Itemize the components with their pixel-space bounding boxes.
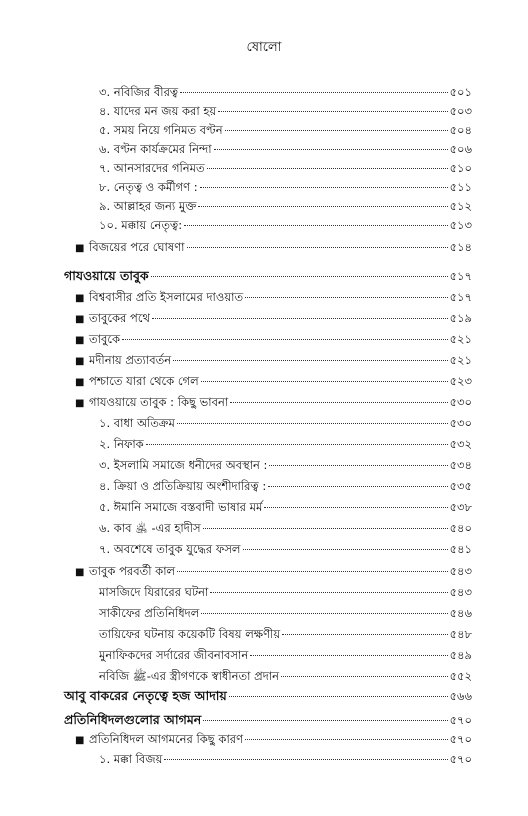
toc-entry xyxy=(99,179,472,195)
dot-leader xyxy=(203,720,447,721)
bullet-icon: ■ xyxy=(75,398,85,409)
toc-entry xyxy=(99,668,472,684)
dot-leader xyxy=(243,549,448,550)
dot-leader xyxy=(152,318,448,319)
toc-entry-label: ৪. যাদের মন জয় করা হয় xyxy=(99,104,217,118)
dot-leader xyxy=(281,676,448,677)
dot-leader xyxy=(201,613,447,614)
toc-page-number: ৫৩০ xyxy=(449,416,472,430)
toc-page-number: ৫০৬ xyxy=(449,142,472,156)
toc-entry xyxy=(99,198,472,214)
toc-page-number: ৫০৩ xyxy=(449,104,472,118)
toc-entry xyxy=(75,563,472,581)
toc-section xyxy=(64,712,472,728)
toc-page-number: ৫৩০ xyxy=(449,395,472,409)
toc-entry xyxy=(99,141,472,157)
toc-entry-label: ৮. নেতৃত্ব ও কর্মীগণ : xyxy=(99,180,198,194)
toc-entry-label: বিজয়ের পরে ঘোষণা xyxy=(89,240,185,254)
dot-leader xyxy=(282,634,448,635)
toc-entry xyxy=(99,160,472,176)
toc-page-number: ৫২১ xyxy=(449,332,472,346)
toc-section xyxy=(64,268,472,284)
toc-entry xyxy=(99,415,472,431)
toc-entry xyxy=(75,331,472,349)
toc-page-number: ৫৪০ xyxy=(449,521,472,535)
toc-entry xyxy=(99,626,472,642)
dot-leader xyxy=(207,168,448,169)
toc-page-number: ৫১৭ xyxy=(449,269,472,283)
bullet-icon: ■ xyxy=(75,356,85,367)
toc-entry xyxy=(99,541,472,557)
toc-entry xyxy=(99,647,472,663)
dot-leader xyxy=(203,528,448,529)
toc-entry xyxy=(99,499,472,515)
toc-entry-label: আবু বাকরের নেতৃত্বে হজ আদায় xyxy=(64,688,227,703)
toc-page-number: ৫৪১ xyxy=(449,542,472,556)
dot-leader xyxy=(210,592,447,593)
toc-entry xyxy=(99,751,472,767)
dot-leader xyxy=(218,111,447,112)
toc-entry xyxy=(99,217,472,233)
toc-page-number: ৫৭০ xyxy=(449,732,472,746)
toc-page-number: ৫০১ xyxy=(449,85,472,99)
dot-leader xyxy=(122,339,448,340)
toc-entry-label: প্রতিনিধিদল আগমনের কিছু কারণ xyxy=(89,732,244,746)
dot-leader xyxy=(180,92,447,93)
dot-leader xyxy=(230,402,447,403)
toc-entry-label: সাকীফের প্রতিনিধিদল xyxy=(99,606,200,620)
bullet-icon: ■ xyxy=(75,293,85,304)
toc-entry-label: প্রতিনিধিদলগুলোর আগমন xyxy=(64,712,202,727)
toc-entry xyxy=(75,239,472,257)
toc-entry-label: মুনাফিকদের সর্দারের জীবনাবসান xyxy=(99,648,249,662)
dot-leader xyxy=(245,739,447,740)
toc-page-number: ৫২১ xyxy=(449,353,472,367)
toc-entry-label: ২. নিফাক xyxy=(99,437,144,451)
toc-entry-label: ৫. সময় নিয়ে গনিমত বণ্টন xyxy=(99,123,223,137)
toc-page-number: ৫১২ xyxy=(449,199,472,213)
dot-leader xyxy=(245,297,448,298)
toc-entry-label: নবিজি ﷺ-এর স্ত্রীগণকে স্বাধীনতা প্রদান xyxy=(99,669,279,683)
bullet-icon: ■ xyxy=(75,377,85,388)
toc-entry-label: তাবুক পরবর্তী কাল xyxy=(89,564,176,578)
toc-entry xyxy=(75,373,472,391)
toc-entry-label: পশ্চাতে যারা থেকে গেল xyxy=(89,374,199,388)
dot-leader xyxy=(164,759,447,760)
toc-entry-label: ৩. নবিজির বীরত্ব xyxy=(99,85,179,99)
toc-entry-label: ১. মক্কা বিজয় xyxy=(99,752,163,766)
toc-entry-label: তাবুকে xyxy=(89,332,121,346)
dot-leader xyxy=(269,465,447,466)
toc-entry xyxy=(99,584,472,600)
toc-page-number: ৫২৩ xyxy=(449,374,472,388)
dot-leader xyxy=(250,655,447,656)
page-header: ষোলো xyxy=(246,40,282,55)
toc-entry xyxy=(75,352,472,370)
toc-entry xyxy=(99,520,472,536)
dot-leader xyxy=(264,507,447,508)
toc-entry xyxy=(75,310,472,328)
toc-page-number: ৫৪৩ xyxy=(449,564,472,578)
toc-page-number: ৫৭০ xyxy=(449,752,472,766)
bullet-icon: ■ xyxy=(75,243,85,254)
toc-page-number: ৫১৩ xyxy=(449,218,472,232)
toc-entry-label: গাযওয়ায়ে তাবুক xyxy=(64,268,149,283)
dot-leader xyxy=(225,130,448,131)
toc-page-number: ৫৪৩ xyxy=(449,585,472,599)
toc-page-number: ৫০৪ xyxy=(449,123,472,137)
toc-page-number: ৫৪৬ xyxy=(449,606,472,620)
toc-entry-label: মদীনায় প্রত্যাবর্তন xyxy=(89,353,172,367)
dot-leader xyxy=(177,571,447,572)
toc-page-number: ৫১১ xyxy=(449,180,472,194)
toc-entry xyxy=(75,731,472,749)
dot-leader xyxy=(201,381,448,382)
toc-entry xyxy=(99,605,472,621)
dot-leader xyxy=(151,276,448,277)
toc-entry xyxy=(99,122,472,138)
toc-page-number: ৫৫২ xyxy=(449,669,472,683)
dot-leader xyxy=(184,225,448,226)
dot-leader xyxy=(187,247,448,248)
toc-section xyxy=(64,688,472,704)
toc-entry xyxy=(99,457,472,473)
dot-leader xyxy=(200,187,448,188)
dot-leader xyxy=(268,486,447,487)
toc-entry-label: ৬. কাব ﵁ -এর হাদীস xyxy=(99,521,201,535)
bullet-icon: ■ xyxy=(75,314,85,325)
toc-entry-label: তায়িফের ঘটনায় কয়েকটি বিষয় লক্ষণীয় xyxy=(99,627,281,641)
toc-entry-label: বিশ্ববাসীর প্রতি ইসলামের দাওয়াত xyxy=(89,290,244,304)
toc-entry-label: তাবুকের পথে xyxy=(89,311,150,325)
toc-page-number: ৫৩৮ xyxy=(449,500,472,514)
toc-page-number: ৫৩৫ xyxy=(449,479,472,493)
toc-entry xyxy=(99,103,472,119)
bullet-icon: ■ xyxy=(75,735,85,746)
toc-entry-label: ৯. আল্লাহর জন্য মুক্ত xyxy=(99,199,197,213)
bullet-icon: ■ xyxy=(75,335,85,346)
toc-page-number: ৫৩৪ xyxy=(449,458,472,472)
toc-page-number: ৫১৯ xyxy=(449,311,472,325)
toc-entry-label: ৭. অবশেষে তাবুক যুদ্ধের ফসল xyxy=(99,542,241,556)
toc-entry xyxy=(99,478,472,494)
toc-page-number: ৫১৭ xyxy=(449,290,472,304)
toc-page-number: ৫৪৮ xyxy=(449,627,472,641)
toc-page-number: ৫৭০ xyxy=(449,713,472,727)
bullet-icon: ■ xyxy=(75,567,85,578)
toc-entry-label: ১. বাধা অতিক্রম xyxy=(99,416,175,430)
toc-entry-label: ৪. ক্রিয়া ও প্রতিক্রিয়ায় অংশীদারিত্ব : xyxy=(99,479,267,493)
toc-entry-label: ৭. আনসারদের গনিমত xyxy=(99,161,205,175)
dot-leader xyxy=(177,423,448,424)
dot-leader xyxy=(198,206,447,207)
toc-entry-label: ৫. ঈমানি সমাজে বস্তবাদী ভাষার মর্ম xyxy=(99,500,263,514)
toc-entry xyxy=(75,289,472,307)
toc-entry-label: মাসজিদে যিরারের ঘটনা xyxy=(99,585,209,599)
toc-entry xyxy=(99,84,472,100)
toc-entry-label: ৩. ইসলামি সমাজে ধনীদের অবস্থান : xyxy=(99,458,268,472)
toc-page-number: ৫৪৯ xyxy=(449,648,472,662)
toc-page-number: ৫৩২ xyxy=(449,437,472,451)
toc-page-number: ৫৬৬ xyxy=(449,689,472,703)
toc-page-number: ৫১০ xyxy=(449,161,472,175)
toc-entry xyxy=(99,436,472,452)
dot-leader xyxy=(173,360,447,361)
toc-entry xyxy=(75,394,472,412)
dot-leader xyxy=(146,444,448,445)
toc-page-number: ৫১৪ xyxy=(449,240,472,254)
dot-leader xyxy=(229,696,448,697)
dot-leader xyxy=(214,149,448,150)
toc-entry-label: ১০. মক্কায় নেতৃত্ব: xyxy=(99,218,183,232)
toc-entry-label: ৬. বণ্টন কার্যক্রমের নিন্দা xyxy=(99,142,212,156)
toc-entry-label: গাযওয়ায়ে তাবুক : কিছু ভাবনা xyxy=(89,395,229,409)
